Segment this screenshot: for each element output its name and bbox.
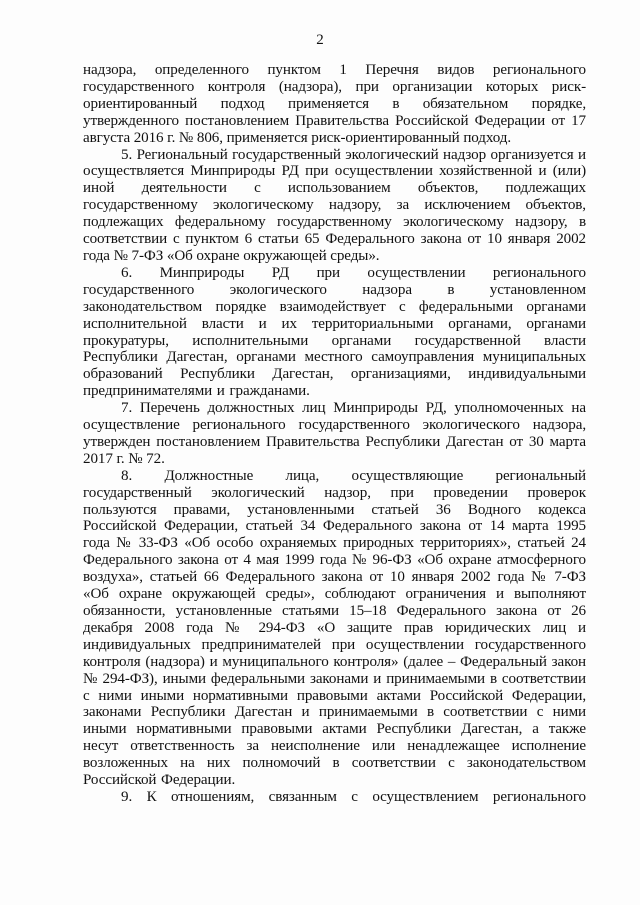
- paragraph-6: 6. Минприроды РД при осуществлении регионального государственного экологического надзора в установленном законодательством порядке взаимодействует с федеральными органами исполнительной власти и их территориальными органами, органами прокуратуры, исполнительными органами государственной власти Республики Дагестан, органами местного самоуправления муниципальных образований Республики Дагестан, организациями, индивидуальными предпринимателями и гражданами.: [83, 264, 586, 400]
- page-number: 2: [316, 32, 324, 48]
- paragraph-9: 9. К отношениям, связанным с осуществлением регионального: [121, 788, 586, 805]
- paragraph-8: 8. Должностные лица, осуществляющие региональный государственный экологический надзор, при проведении проверок пользуются правами, установленными статьей 36 Водного кодекса Российской Федерации, статьей 34 Федерального закона от 14 марта 1995 года № 33-ФЗ «Об особо охраняемых природных территориях», статьей 24 Федерального закона от 4 мая 1999 года № 96-ФЗ «Об охране атмосферного воздуха», статьей 66 Федерального закона от 10 января 2002 года № 7-ФЗ «Об охране окружающей среды», соблюдают ограничения и выполняют обязанности, установленные статьями 15–18 Федерального закона от 26 декабря 2008 года № 294-ФЗ «О защите прав юридических лиц и индивидуальных предпринимателей при осуществлении государственного контроля (надзора) и муниципального контроля» (далее – Федеральный закон № 294-ФЗ), иными федеральными законами и принимаемыми в соответствии с ними иными нормативными правовыми актами Российской Федерации, законами Республики Дагестан и принимаемыми в соответствии с ними иными нормативными правовыми актами Республики Дагестан, а также несут ответственность за неисполнение или ненадлежащее исполнение возложенных на них полномочий в соответствии с законодательством Российской Федерации.: [83, 467, 586, 789]
- paragraph-7: 7. Перечень должностных лиц Минприроды РД, уполномоченных на осуществление регионального государственного экологического надзора, утвержден постановлением Правительства Республики Дагестан от 30 марта 2017 г. № 72.: [83, 400, 586, 467]
- document-body: [83, 62, 586, 806]
- paragraph-continuation: надзора, определенного пунктом 1 Перечня видов регионального государственного контроля (надзора), при организации которых риск-ориентированный подход применяется в обязательном порядке, утвержденного постановлением Правительства Российской Федерации от 17 августа 2016 г. № 806, применяется риск-ориентированный подход.: [83, 62, 586, 146]
- paragraph-5: 5. Региональный государственный экологический надзор организуется и осуществляется Минприроды РД при осуществлении хозяйственной и (или) иной деятельности с использованием объектов, подлежащих государственному экологическому надзору, за исключением объектов, подлежащих федеральному государственному экологическому надзору, в соответствии с пунктом 6 статьи 65 Федерального закона от 10 января 2002 года № 7-ФЗ «Об охране окружающей среды».: [83, 146, 586, 264]
